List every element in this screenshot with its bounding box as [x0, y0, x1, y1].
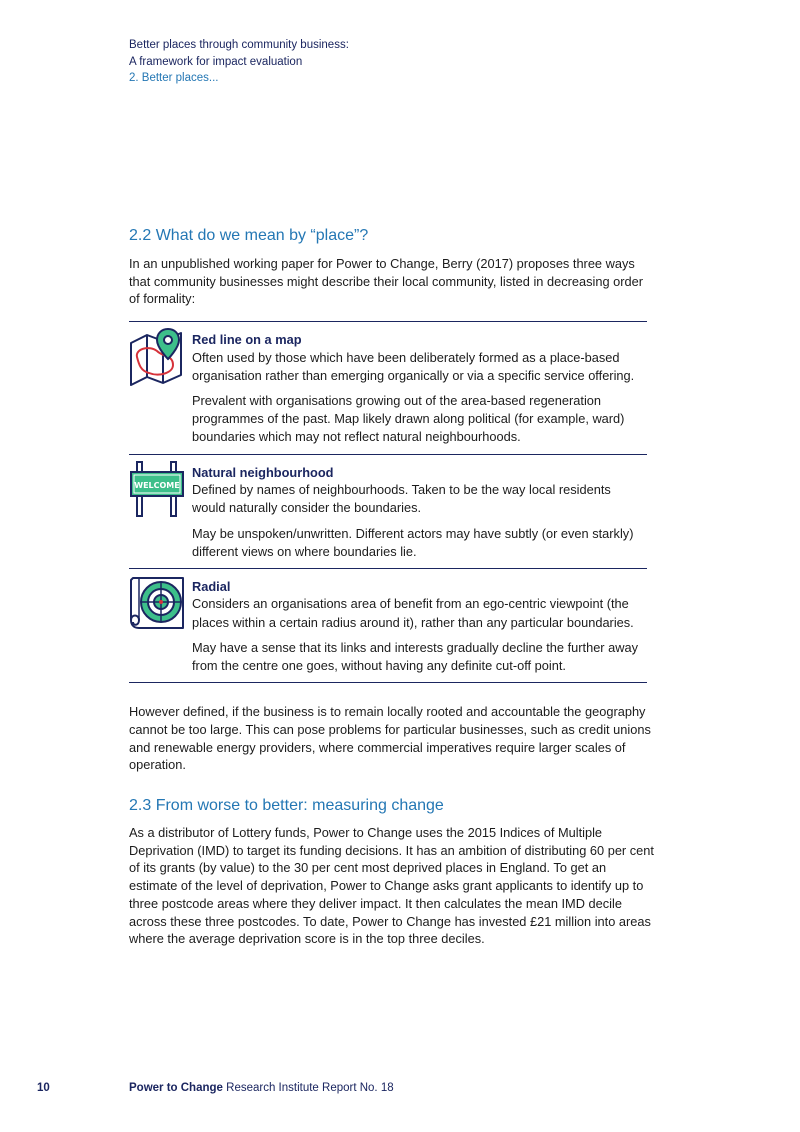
welcome-sign-icon — [129, 460, 189, 522]
place-type-description: Considers an organisations area of benefit from an ego-centric viewpoint (the places within a certain radius around it), rather than any particular boundaries. — [192, 596, 634, 630]
section-2-3-body: As a distributor of Lottery funds, Power to Change uses the 2015 Indices of Multiple Deprivation (IMD) to target its funding decisions. It has an ambition of distributing 60 per cent of its grants (by value) to the 30 per cent most deprived places in England. To get an estimate of the level of deprivation, Power to Change asks grant applicants to identify up to three postcode areas where they deliver impact. It then calculates the mean IMD decile across these three postcodes. To date, Power to Change has invested £21 million into areas where the average deprivation score is in the top three deciles. — [129, 825, 654, 947]
place-type-description: Defined by names of neighbourhoods. Taken to be the way local residents would naturally consider the boundaries. — [192, 482, 611, 516]
radial-map-icon — [129, 574, 189, 636]
place-type-description: Often used by those which have been deliberately formed as a place-based organisation rather than emerging organically or via a specific service offering. — [192, 349, 635, 383]
footer-org: Power to Change — [129, 1082, 223, 1094]
footer-report: Research Institute Report No. 18 — [226, 1082, 394, 1094]
header-title: Better places through community business: — [129, 39, 349, 51]
place-type-title: Red line on a map — [192, 332, 302, 348]
report-title — [129, 1082, 394, 1094]
place-type-title: Natural neighbourhood — [192, 464, 334, 480]
section-heading-2-3: 2.3 From worse to better: measuring change — [129, 797, 444, 815]
place-types-table — [129, 321, 647, 683]
place-type-row — [129, 569, 647, 683]
header-section: 2. Better places... — [129, 72, 219, 84]
welcome-sign-text: WELCOME — [134, 480, 180, 490]
place-type-note: Prevalent with organisations growing out of the area-based regeneration programmes of the past. Map likely drawn along political (for example, ward) boundaries which may not reflect natural neighbourhoods. — [192, 393, 625, 445]
place-type-row — [129, 322, 647, 455]
main-content — [129, 227, 654, 948]
section-heading-2-2: 2.2 What do we mean by “place”? — [129, 227, 369, 244]
place-type-note: May have a sense that its links and interests gradually decline the further away from the centre one goes, without having any definite cut-off point. — [192, 639, 638, 674]
header-subtitle: A framework for impact evaluation — [129, 55, 303, 68]
running-header — [129, 37, 349, 87]
intro-paragraph: In an unpublished working paper for Power to Change, Berry (2017) proposes three ways that community businesses might describe their local community, listed in decreasing order of formality: — [129, 256, 643, 307]
map-pin-icon — [129, 327, 189, 389]
place-type-note: May be unspoken/unwritten. Different actors may have subtly (or even starkly) different views on where boundaries lie. — [192, 525, 634, 559]
place-type-title: Radial — [192, 578, 231, 594]
closing-paragraph: However defined, if the business is to remain locally rooted and accountable the geography cannot be too large. This can pose problems for particular businesses, such as credit unions and renewable energy providers, where commercial imperatives require larger scales of operation. — [129, 704, 651, 773]
place-type-row — [129, 455, 647, 569]
page-number: 10 — [37, 1082, 50, 1094]
